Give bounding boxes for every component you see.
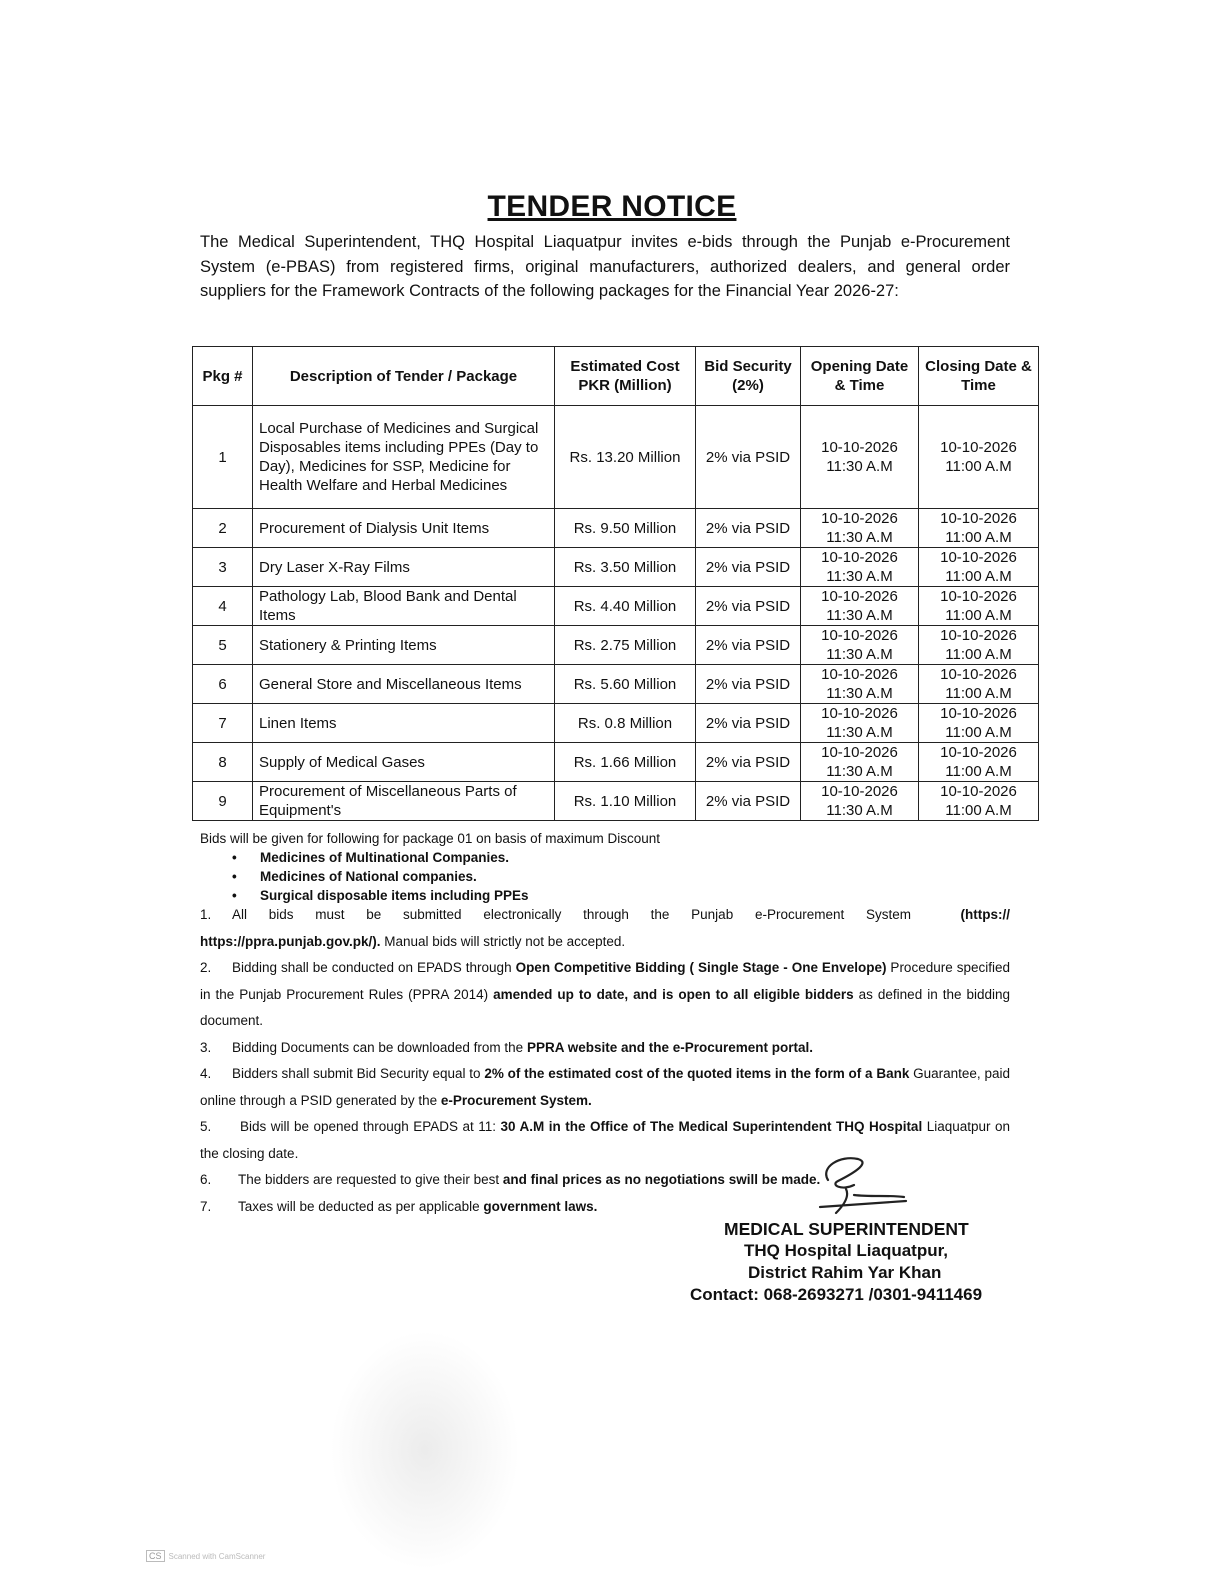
page-title: TENDER NOTICE (487, 190, 737, 223)
estimated-cost: Rs. 0.8 Million (555, 704, 696, 743)
condition-number: 4. (200, 1066, 212, 1081)
scanner-watermark (146, 1550, 265, 1562)
bid-security: 2% via PSID (696, 406, 801, 509)
opening-date: 10-10-2026 (821, 549, 898, 566)
table-header-row (193, 347, 1039, 406)
closing-datetime (919, 548, 1039, 587)
closing-time: 11:00 A.M (945, 802, 1012, 819)
closing-time: 11:00 A.M (945, 458, 1012, 475)
condition-text: All bids must be submitted electronically through the Punjab e-Procurement System (232, 907, 911, 922)
district-name: District Rahim Yar Khan (748, 1263, 942, 1282)
opening-datetime (801, 406, 919, 509)
closing-datetime (919, 406, 1039, 509)
opening-datetime (801, 665, 919, 704)
contact-numbers: Contact: 068-2693271 /0301-9411469 (690, 1285, 983, 1304)
opening-date: 10-10-2026 (821, 744, 898, 761)
pkg-number: 2 (193, 509, 253, 548)
bid-security: 2% via PSID (696, 743, 801, 782)
estimated-cost: Rs. 13.20 Million (555, 406, 696, 509)
pkg-number: 7 (193, 704, 253, 743)
closing-datetime (919, 665, 1039, 704)
bullet-text: Medicines of National companies. (260, 869, 477, 884)
camscanner-icon: CS (146, 1550, 165, 1562)
opening-datetime (801, 548, 919, 587)
closing-datetime (919, 626, 1039, 665)
condition-4: 4. Bidders shall submit Bid Security equal to 2% of the estimated cost of the quoted items in the form of a Bank Guarantee, paid online through a PSID generated by the e-Procurement System. (200, 1061, 1010, 1114)
list-item (232, 867, 529, 886)
condition-2: 2. Bidding shall be conducted on EPADS through Open Competitive Bidding ( Single Stage - One Envelope) Procedure specified in the Punjab Procurement Rules (PPRA 2014) amended up to date, and is open to all eligible bidders as defined in the bidding document. (200, 955, 1010, 1035)
closing-date: 10-10-2026 (940, 744, 1017, 761)
closing-time: 11:00 A.M (945, 763, 1012, 780)
condition-6: 6. The bidders are requested to give their best and final prices as no negotiations swill be made. (200, 1167, 1010, 1194)
closing-time: 11:00 A.M (945, 568, 1012, 585)
pkg-number: 9 (193, 782, 253, 821)
tender-table (192, 346, 1039, 821)
closing-datetime (919, 704, 1039, 743)
pkg-number: 3 (193, 548, 253, 587)
condition-number: 1. (200, 907, 212, 922)
handwritten-signature (780, 1145, 910, 1220)
opening-date: 10-10-2026 (821, 439, 898, 456)
condition-number: 7. (200, 1198, 212, 1214)
package-description: Supply of Medical Gases (253, 743, 555, 782)
ppra-url: https://ppra.punjab.gov.pk/). (200, 933, 381, 949)
package-description: General Store and Miscellaneous Items (253, 665, 555, 704)
package-description: Procurement of Miscellaneous Parts of Equipment's (253, 782, 555, 821)
opening-date: 10-10-2026 (821, 510, 898, 527)
pkg-number: 1 (193, 406, 253, 509)
bid-security: 2% via PSID (696, 626, 801, 665)
opening-time: 11:30 A.M (826, 763, 893, 780)
closing-date: 10-10-2026 (940, 439, 1017, 456)
condition-number: 2. (200, 960, 212, 975)
condition-number: 3. (200, 1039, 212, 1055)
opening-datetime (801, 743, 919, 782)
bullet-dot-icon: • (232, 869, 237, 884)
estimated-cost: Rs. 5.60 Million (555, 665, 696, 704)
opening-time: 11:30 A.M (826, 529, 893, 546)
opening-datetime (801, 782, 919, 821)
condition-number: 6. (200, 1172, 212, 1187)
opening-time: 11:30 A.M (826, 802, 893, 819)
opening-time: 11:30 A.M (826, 724, 893, 741)
table-row (193, 548, 1039, 587)
opening-time: 11:30 A.M (826, 646, 893, 663)
opening-time: 11:30 A.M (826, 607, 893, 624)
list-item (232, 848, 529, 867)
table-row (193, 704, 1039, 743)
designation: MEDICAL SUPERINTENDENT (724, 1219, 969, 1239)
opening-datetime (801, 587, 919, 626)
opening-datetime (801, 626, 919, 665)
table-row (193, 626, 1039, 665)
package-description: Local Purchase of Medicines and Surgical Disposables items including PPEs (Day to Day), Medicines for SSP, Medicine for Health Welfare and Herbal Medicines (253, 406, 555, 509)
table-row (193, 665, 1039, 704)
estimated-cost: Rs. 1.66 Million (555, 743, 696, 782)
header-opening: Opening Date & Time (801, 347, 919, 406)
closing-time: 11:00 A.M (945, 607, 1012, 624)
closing-time: 11:00 A.M (945, 646, 1012, 663)
opening-date: 10-10-2026 (821, 588, 898, 605)
closing-date: 10-10-2026 (940, 510, 1017, 527)
closing-datetime (919, 743, 1039, 782)
table-row (193, 743, 1039, 782)
bid-security: 2% via PSID (696, 782, 801, 821)
opening-date: 10-10-2026 (821, 666, 898, 683)
bullet-dot-icon: • (232, 888, 237, 903)
pkg-number: 8 (193, 743, 253, 782)
opening-datetime (801, 704, 919, 743)
opening-date: 10-10-2026 (821, 783, 898, 800)
bid-security: 2% via PSID (696, 509, 801, 548)
closing-datetime (919, 782, 1039, 821)
closing-datetime (919, 587, 1039, 626)
discount-note: Bids will be given for following for package 01 on basis of maximum Discount (200, 831, 660, 846)
package-description: Linen Items (253, 704, 555, 743)
condition-text: Manual bids will strictly not be accepted. (380, 933, 626, 949)
closing-date: 10-10-2026 (940, 549, 1017, 566)
scanner-text: Scanned with CamScanner (168, 1551, 266, 1561)
estimated-cost: Rs. 1.10 Million (555, 782, 696, 821)
opening-time: 11:30 A.M (826, 685, 893, 702)
pkg-number: 5 (193, 626, 253, 665)
opening-date: 10-10-2026 (821, 705, 898, 722)
condition-5: 5. Bids will be opened through EPADS at 11: 30 A.M in the Office of The Medical Superintendent THQ Hospital Liaquatpur on the closing date. (200, 1114, 1010, 1167)
estimated-cost: Rs. 9.50 Million (555, 509, 696, 548)
estimated-cost: Rs. 4.40 Million (555, 587, 696, 626)
closing-date: 10-10-2026 (940, 588, 1017, 605)
table-row (193, 782, 1039, 821)
header-pkg: Pkg # (193, 347, 253, 406)
opening-date: 10-10-2026 (821, 627, 898, 644)
table-row (193, 406, 1039, 509)
package-description: Pathology Lab, Blood Bank and Dental Items (253, 587, 555, 626)
closing-date: 10-10-2026 (940, 666, 1017, 683)
header-estimated-cost: Estimated Cost PKR (Million) (555, 347, 696, 406)
closing-time: 11:00 A.M (945, 724, 1012, 741)
condition-1 (200, 902, 1010, 929)
condition-link: (https:// (960, 907, 1010, 922)
scan-smudge (330, 1330, 520, 1570)
intro-paragraph: The Medical Superintendent, THQ Hospital Liaquatpur invites e-bids through the Punjab e-Procurement System (e-PBAS) from registered firms, original manufacturers, authorized dealers, and general order suppliers for the Framework Contracts of the following packages for the Financial Year 2026-27: (200, 233, 1010, 300)
bid-security: 2% via PSID (696, 704, 801, 743)
package-description: Stationery & Printing Items (253, 626, 555, 665)
condition-number: 5. (200, 1119, 212, 1134)
signature-block (690, 1218, 1010, 1306)
header-closing: Closing Date & Time (919, 347, 1039, 406)
table-row (193, 587, 1039, 626)
closing-time: 11:00 A.M (945, 685, 1012, 702)
header-bid-security: Bid Security (2%) (696, 347, 801, 406)
bullet-text: Medicines of Multinational Companies. (260, 850, 510, 865)
closing-date: 10-10-2026 (940, 627, 1017, 644)
table-row (193, 509, 1039, 548)
opening-time: 11:30 A.M (826, 458, 893, 475)
closing-datetime (919, 509, 1039, 548)
estimated-cost: Rs. 2.75 Million (555, 626, 696, 665)
pkg-number: 6 (193, 665, 253, 704)
bullet-text: Surgical disposable items including PPEs (260, 888, 529, 903)
estimated-cost: Rs. 3.50 Million (555, 548, 696, 587)
opening-time: 11:30 A.M (826, 568, 893, 585)
condition-3: 3. Bidding Documents can be downloaded from the PPRA website and the e-Procurement portal. (200, 1035, 1010, 1062)
package-description: Procurement of Dialysis Unit Items (253, 509, 555, 548)
opening-datetime (801, 509, 919, 548)
pkg-number: 4 (193, 587, 253, 626)
closing-date: 10-10-2026 (940, 783, 1017, 800)
bullet-dot-icon: • (232, 850, 237, 865)
bullet-list (232, 848, 529, 905)
condition-7: 7. Taxes will be deducted as per applicable government laws. (200, 1194, 1010, 1221)
closing-time: 11:00 A.M (945, 529, 1012, 546)
hospital-name: THQ Hospital Liaquatpur, (744, 1241, 949, 1260)
closing-date: 10-10-2026 (940, 705, 1017, 722)
bid-security: 2% via PSID (696, 587, 801, 626)
bid-security: 2% via PSID (696, 665, 801, 704)
bid-security: 2% via PSID (696, 548, 801, 587)
package-description: Dry Laser X-Ray Films (253, 548, 555, 587)
header-description: Description of Tender / Package (253, 347, 555, 406)
